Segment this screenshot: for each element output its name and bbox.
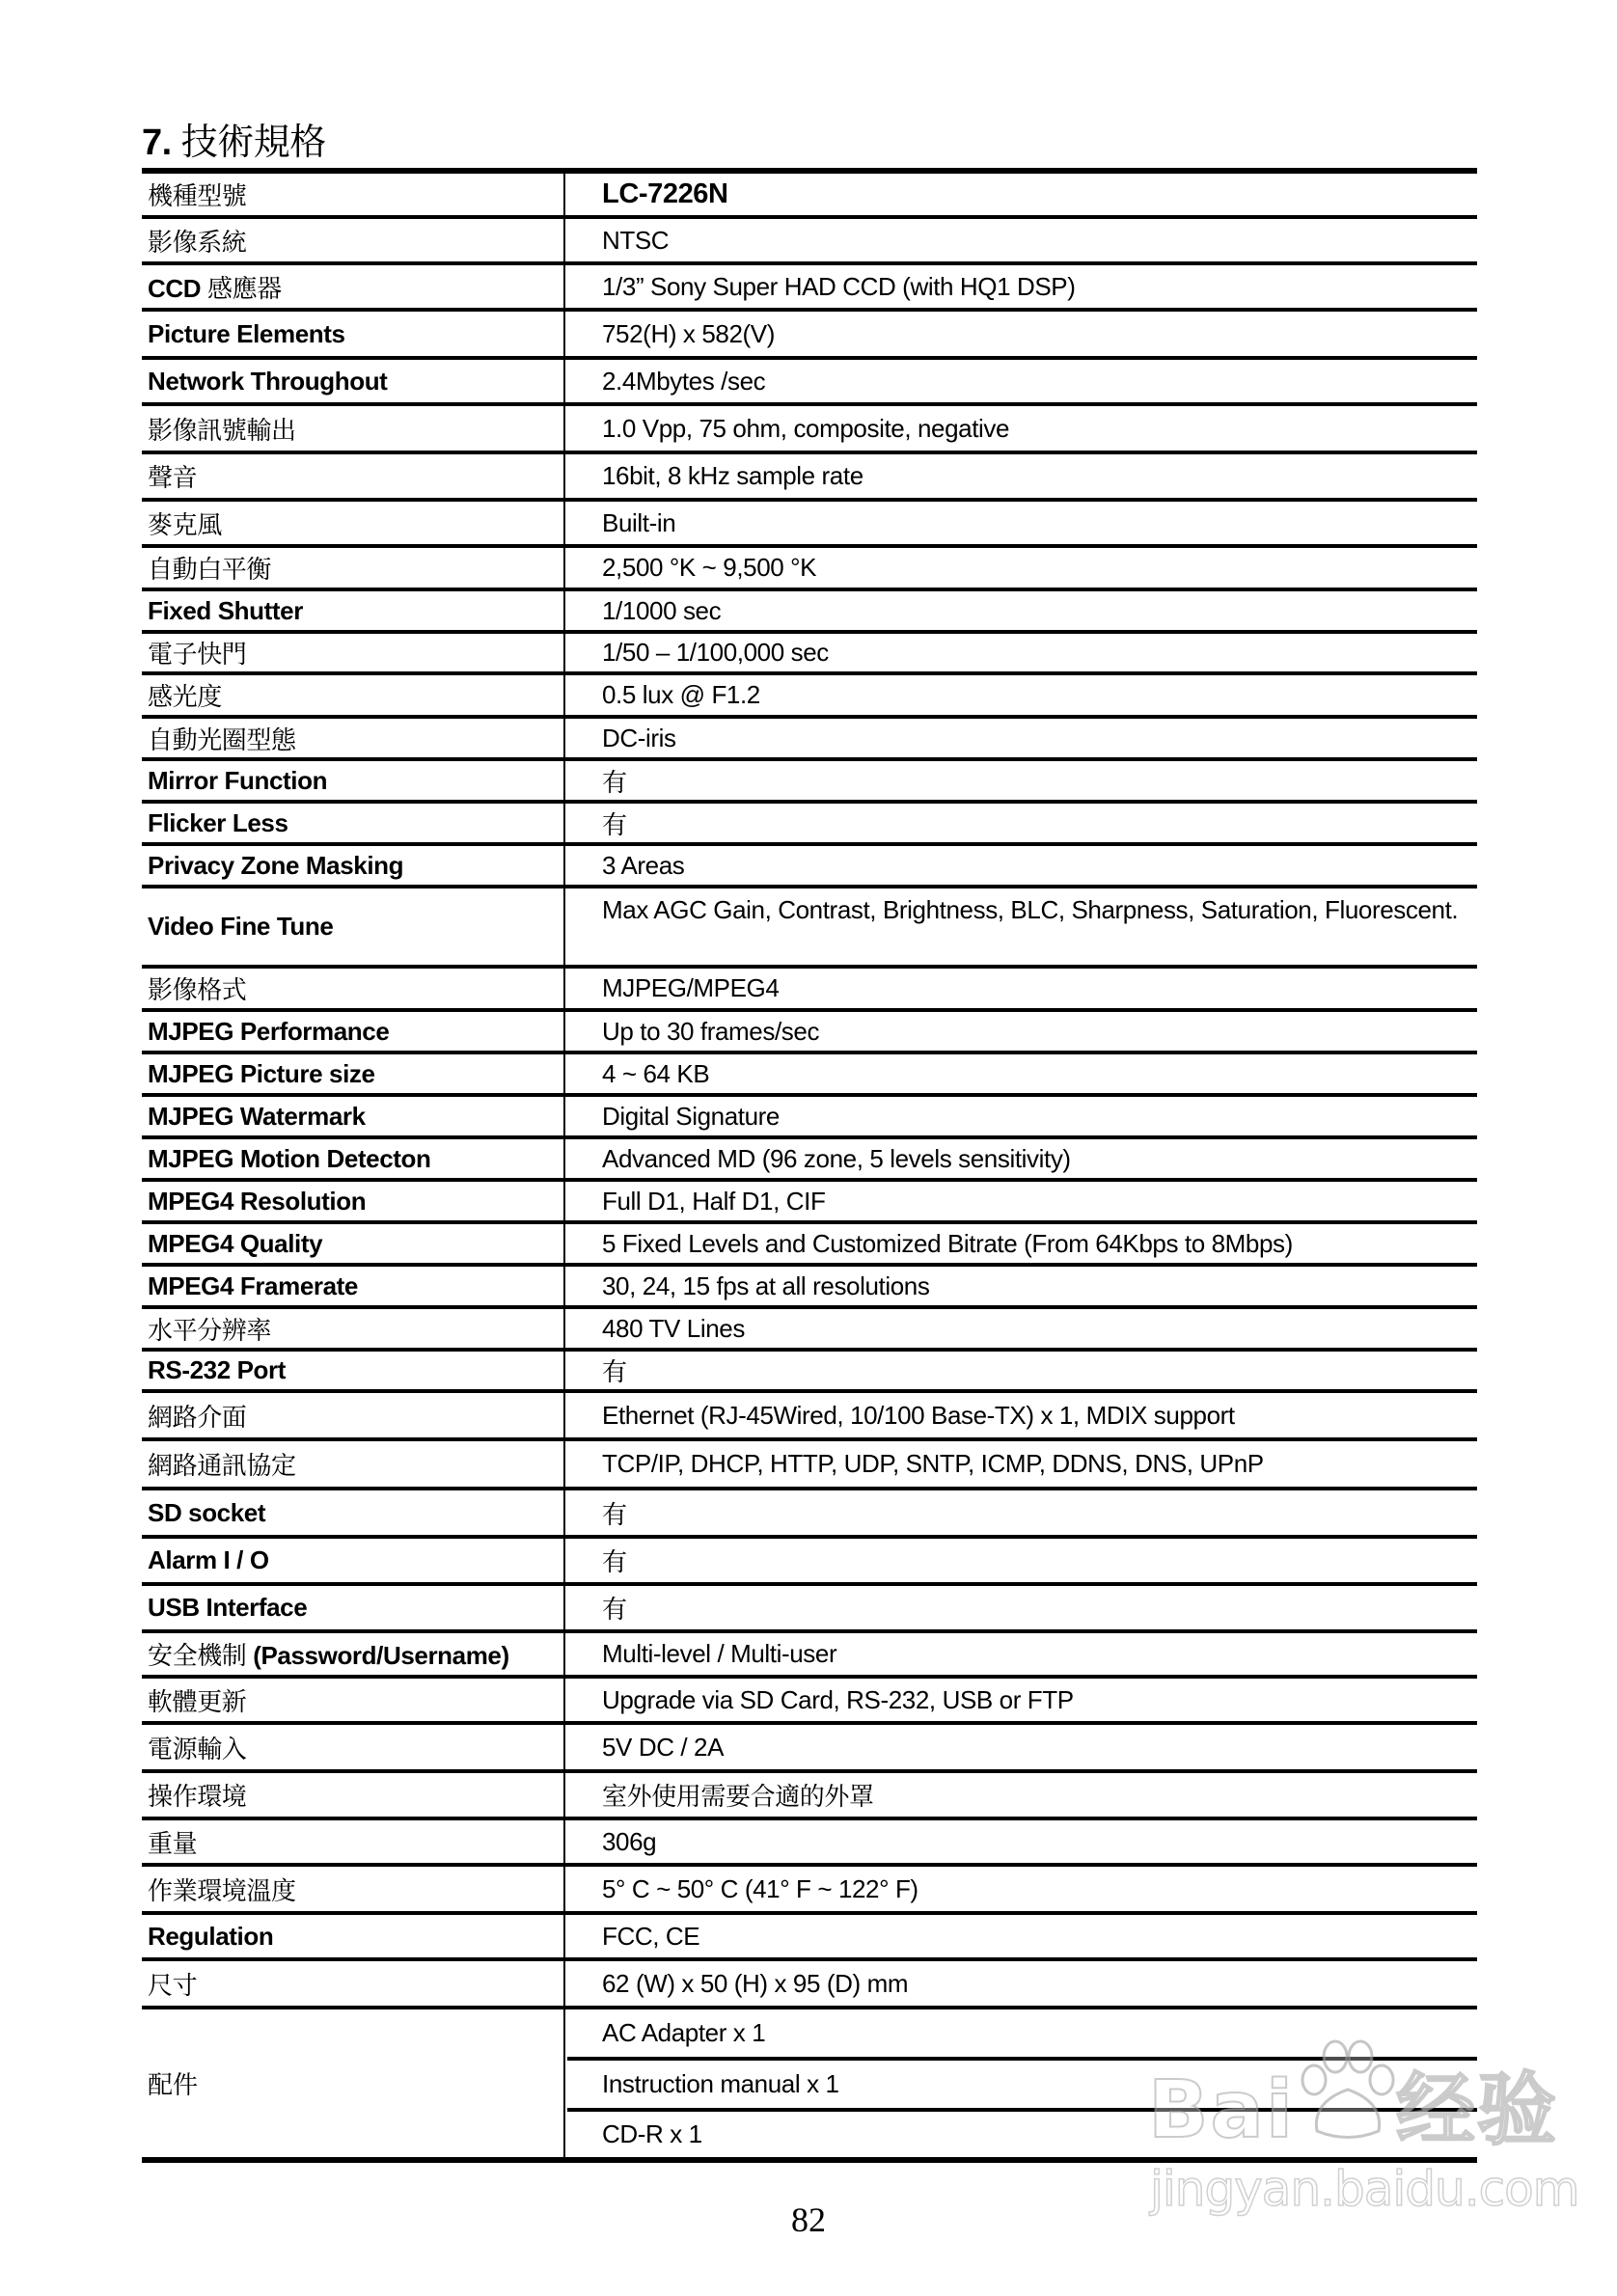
spec-label-segment: RS-232 Port	[148, 1355, 286, 1384]
spec-label-text	[148, 223, 246, 259]
spec-value: LC-7226N	[602, 178, 728, 209]
spec-label-text	[148, 1922, 273, 1952]
spec-label-text	[148, 596, 303, 626]
spec-label-segment: MJPEG Performance	[148, 1016, 390, 1046]
spec-row	[142, 265, 1477, 312]
spec-label-segment: Picture Elements	[148, 318, 345, 348]
spec-value: Multi-level / Multi-user	[602, 1639, 837, 1668]
spec-row	[142, 1539, 1477, 1586]
spec-value: 有	[602, 767, 627, 797]
spec-label	[142, 591, 565, 630]
spec-label-text	[148, 1017, 389, 1047]
spec-label	[142, 1441, 565, 1487]
spec-label-segment: 感光度	[148, 682, 222, 711]
spec-label	[142, 1773, 565, 1817]
spec-label-text	[148, 1144, 431, 1174]
spec-label-segment: 感應器	[201, 273, 282, 303]
spec-value: 480 TV Lines	[602, 1313, 745, 1343]
spec-label-segment: 操作環境	[148, 1782, 247, 1811]
spec-label-segment: MJPEG Picture size	[148, 1058, 375, 1088]
spec-label-segment: Privacy Zone Masking	[148, 850, 404, 880]
spec-label-segment: MJPEG Watermark	[148, 1101, 366, 1131]
spec-label-text	[148, 1446, 296, 1482]
spec-value: 4 ~ 64 KB	[602, 1058, 710, 1088]
spec-row	[142, 675, 1477, 719]
spec-row	[142, 219, 1477, 265]
spec-label-text	[148, 851, 403, 881]
accessory-list	[567, 2009, 1477, 2157]
watermark-brand-a: Bai	[1148, 2064, 1295, 2156]
spec-row	[142, 1441, 1477, 1490]
spec-label-text	[148, 1059, 375, 1089]
spec-value: 2,500 °K ~ 9,500 °K	[602, 553, 817, 582]
spec-label-segment: 自動光圈型態	[148, 724, 296, 754]
spec-value: 30, 24, 15 fps at all resolutions	[602, 1271, 930, 1300]
spec-row	[142, 888, 1477, 969]
spec-row	[142, 1490, 1477, 1539]
spec-label-text	[148, 177, 246, 212]
spec-value: 室外使用需要合適的外罩	[602, 1782, 874, 1811]
spec-label-text	[148, 1777, 246, 1813]
spec-label-text	[148, 458, 197, 494]
spec-label	[142, 888, 565, 965]
spec-rows	[142, 174, 1477, 2163]
spec-row	[142, 1267, 1477, 1309]
spec-value: 1.0 Vpp, 75 ohm, composite, negative	[602, 413, 1010, 443]
spec-value: 1/50 – 1/100,000 sec	[602, 638, 829, 667]
spec-label	[142, 719, 565, 757]
spec-row	[142, 1309, 1477, 1352]
spec-label-text	[148, 1593, 307, 1623]
spec-label-segment: Network Throughout	[148, 366, 388, 396]
spec-label	[142, 219, 565, 261]
spec-label-text	[148, 808, 288, 838]
section-title	[142, 120, 326, 166]
spec-value: 1/3” Sony Super HAD CCD (with HQ1 DSP)	[602, 271, 1076, 301]
spec-label	[142, 969, 565, 1008]
spec-value: 有	[602, 1547, 627, 1576]
spec-label-text	[148, 506, 222, 541]
spec-label-text	[148, 1545, 269, 1575]
spec-value: Ethernet (RJ-45Wired, 10/100 Base-TX) x 1, MDIX support	[602, 1400, 1235, 1430]
spec-label-segment: 影像格式	[148, 975, 247, 1004]
spec-label-segment: MPEG4 Framerate	[148, 1271, 358, 1300]
spec-label-text	[148, 1102, 366, 1132]
spec-label	[142, 1490, 565, 1535]
spec-label-segment: 麥克風	[148, 509, 222, 539]
spec-value: 1/1000 sec	[602, 595, 722, 625]
spec-label	[142, 360, 565, 402]
spec-row	[142, 1725, 1477, 1773]
spec-label-text	[148, 1872, 296, 1907]
spec-label-segment: 自動白平衡	[148, 555, 272, 584]
spec-value: Advanced MD (96 zone, 5 levels sensitivity)	[602, 1143, 1071, 1173]
spec-row	[142, 1961, 1477, 2009]
spec-value: 5 Fixed Levels and Customized Bitrate (From 64Kbps to 8Mbps)	[602, 1228, 1293, 1258]
accessory-item: CD-R x 1	[602, 2119, 702, 2148]
spec-row	[142, 1679, 1477, 1725]
spec-label-text	[148, 970, 246, 1006]
spec-row	[142, 1773, 1477, 1820]
spec-label-segment: Flicker Less	[148, 807, 288, 837]
spec-label-segment: USB Interface	[148, 1593, 308, 1622]
spec-label-segment: 水平分辨率	[148, 1315, 272, 1345]
spec-label-segment: Fixed Shutter	[148, 595, 303, 625]
spec-value: 752(H) x 582(V)	[602, 318, 775, 348]
spec-row	[142, 804, 1477, 846]
spec-label	[142, 454, 565, 498]
spec-label-segment: 電子快門	[148, 640, 247, 669]
spec-row	[142, 1586, 1477, 1633]
spec-value: DC-iris	[602, 723, 676, 752]
spec-value: MJPEG/MPEG4	[602, 973, 780, 1002]
spec-label-segment: Alarm I / O	[148, 1545, 269, 1574]
spec-label-text	[148, 1398, 246, 1434]
spec-label-segment: 重量	[148, 1828, 198, 1858]
spec-row	[142, 1139, 1477, 1182]
spec-label	[142, 548, 565, 588]
spec-label-segment: MPEG4 Resolution	[148, 1186, 367, 1216]
spec-label-segment: 尺寸	[148, 1970, 198, 2000]
spec-row	[142, 454, 1477, 502]
spec-value: Built-in	[602, 507, 676, 537]
spec-value: 有	[602, 809, 627, 839]
spec-label-segment: SD socket	[148, 1497, 266, 1527]
spec-value: Up to 30 frames/sec	[602, 1016, 820, 1046]
spec-label	[142, 1586, 565, 1629]
spec-label	[142, 1393, 565, 1437]
spec-row	[142, 548, 1477, 591]
page-number: 82	[791, 2200, 826, 2239]
spec-label	[142, 1961, 565, 2006]
spec-label	[142, 174, 565, 215]
spec-label-segment: 影像系統	[148, 227, 247, 257]
spec-label	[142, 1267, 565, 1305]
section-title-text: 技術規格	[171, 123, 326, 163]
spec-row	[142, 1352, 1477, 1393]
spec-label-segment: CCD	[148, 273, 202, 303]
spec-row	[142, 591, 1477, 634]
spec-value: 5V DC / 2A	[602, 1732, 725, 1762]
spec-label	[142, 1182, 565, 1220]
spec-label-segment: MJPEG Motion Detecton	[148, 1143, 431, 1173]
spec-row	[142, 846, 1477, 888]
spec-row	[142, 1182, 1477, 1224]
spec-label-segment: 網路介面	[148, 1402, 247, 1432]
watermark-url: jingyan.baidu.com	[1150, 2161, 1579, 2217]
spec-label	[142, 1139, 565, 1178]
spec-label-text	[148, 1824, 197, 1860]
spec-label-text	[148, 411, 296, 447]
spec-row	[142, 1867, 1477, 1915]
spec-label	[142, 1915, 565, 1957]
spec-value: NTSC	[602, 225, 670, 255]
spec-value: 5° C ~ 50° C (41° F ~ 122° F)	[602, 1873, 918, 1903]
spec-label-segment: Mirror Function	[148, 765, 328, 795]
spec-value: FCC, CE	[602, 1921, 700, 1951]
spec-row	[142, 1012, 1477, 1054]
spec-value: 有	[602, 1595, 627, 1624]
spec-label	[142, 1633, 565, 1675]
spec-label	[142, 846, 565, 885]
spec-label-text	[148, 1311, 271, 1347]
spec-row	[142, 719, 1477, 761]
spec-value: 16bit, 8 kHz sample rate	[602, 461, 863, 490]
spec-label	[142, 1820, 565, 1863]
spec-label	[142, 1539, 565, 1582]
spec-label	[142, 265, 565, 308]
spec-label-text	[148, 319, 345, 349]
spec-row	[142, 1054, 1477, 1097]
spec-label-segment: Video Fine Tune	[148, 912, 334, 941]
spec-value: 62 (W) x 50 (H) x 95 (D) mm	[602, 1968, 909, 1998]
spec-label-text	[148, 677, 222, 713]
spec-row	[142, 1633, 1477, 1679]
spec-row	[142, 360, 1477, 406]
spec-label	[142, 1012, 565, 1051]
spec-label-segment: 聲音	[148, 463, 198, 492]
spec-label-text	[148, 1966, 197, 2002]
spec-value: 有	[602, 1499, 627, 1529]
spec-label	[142, 502, 565, 544]
spec-value: 2.4Mbytes /sec	[602, 366, 766, 396]
spec-label	[142, 1867, 565, 1911]
spec-label-text	[148, 912, 333, 942]
spec-row	[142, 1224, 1477, 1267]
spec-label	[142, 1224, 565, 1263]
spec-label-text	[148, 550, 271, 586]
spec-value: 3 Areas	[602, 850, 685, 880]
spec-label	[142, 406, 565, 451]
spec-label-text	[148, 1636, 509, 1672]
spec-label-text	[148, 1229, 322, 1259]
spec-label-segment: 機種型號	[148, 181, 247, 210]
spec-label: 配件	[142, 2009, 565, 2157]
spec-row-accessories	[142, 2009, 1477, 2163]
spec-label-segment: 安全機制	[148, 1641, 254, 1670]
spec-value: Digital Signature	[602, 1101, 780, 1131]
watermark-cn: 经验	[1395, 2064, 1558, 2156]
spec-row	[142, 761, 1477, 804]
spec-row	[142, 634, 1477, 675]
spec-row	[142, 1915, 1477, 1961]
spec-label	[142, 634, 565, 671]
spec-label-text	[148, 721, 296, 756]
spec-label-text	[148, 1498, 265, 1528]
spec-label-text	[148, 766, 327, 796]
spec-label-segment: 影像訊號輸出	[148, 415, 296, 445]
accessory-item: AC Adapter x 1	[567, 2009, 1477, 2061]
spec-row	[142, 312, 1477, 360]
spec-label-text	[148, 1187, 366, 1216]
spec-label-segment: 軟體更新	[148, 1686, 247, 1716]
spec-label	[142, 804, 565, 842]
spec-label-text	[148, 1730, 246, 1765]
spec-label	[142, 1097, 565, 1135]
spec-value: TCP/IP, DHCP, HTTP, UDP, SNTP, ICMP, DDNS, DNS, UPnP	[602, 1449, 1264, 1478]
spec-label-text	[148, 269, 282, 305]
spec-value: Upgrade via SD Card, RS-232, USB or FTP	[602, 1684, 1074, 1714]
spec-label-text	[148, 635, 246, 670]
spec-row	[142, 1393, 1477, 1441]
spec-label	[142, 1352, 565, 1389]
spec-row	[142, 1097, 1477, 1139]
spec-label-segment: 電源輸入	[148, 1734, 247, 1763]
spec-row	[142, 406, 1477, 454]
spec-label-segment: Regulation	[148, 1921, 274, 1951]
spec-label	[142, 761, 565, 800]
spec-label	[142, 312, 565, 356]
spec-value: Max AGC Gain, Contrast, Brightness, BLC, Sharpness, Saturation, Fluorescent.	[602, 895, 1459, 924]
spec-label	[142, 1309, 565, 1348]
spec-label-text	[148, 1271, 358, 1301]
spec-label-segment: MPEG4 Quality	[148, 1228, 323, 1258]
spec-label-segment: 作業環境溫度	[148, 1875, 296, 1905]
spec-label-segment: (Password/Username)	[253, 1641, 509, 1670]
accessory-item: Instruction manual x 1	[567, 2061, 1477, 2112]
spec-value: 0.5 lux @ F1.2	[602, 680, 760, 709]
spec-row	[142, 1820, 1477, 1867]
spec-label-text	[148, 367, 387, 396]
section-number: 7.	[142, 123, 172, 163]
spec-label-text	[148, 1682, 246, 1718]
spec-label	[142, 1679, 565, 1721]
spec-label	[142, 675, 565, 715]
spec-value: 有	[602, 1357, 627, 1386]
spec-label-text	[148, 1355, 286, 1385]
spec-label-segment: 網路通訊協定	[148, 1451, 296, 1480]
spec-label	[142, 1054, 565, 1093]
spec-value: 306g	[602, 1826, 657, 1856]
spec-label	[142, 1725, 565, 1769]
spec-value: Full D1, Half D1, CIF	[602, 1186, 826, 1216]
spec-row	[142, 502, 1477, 548]
spec-row	[142, 969, 1477, 1012]
spec-row	[142, 174, 1477, 219]
